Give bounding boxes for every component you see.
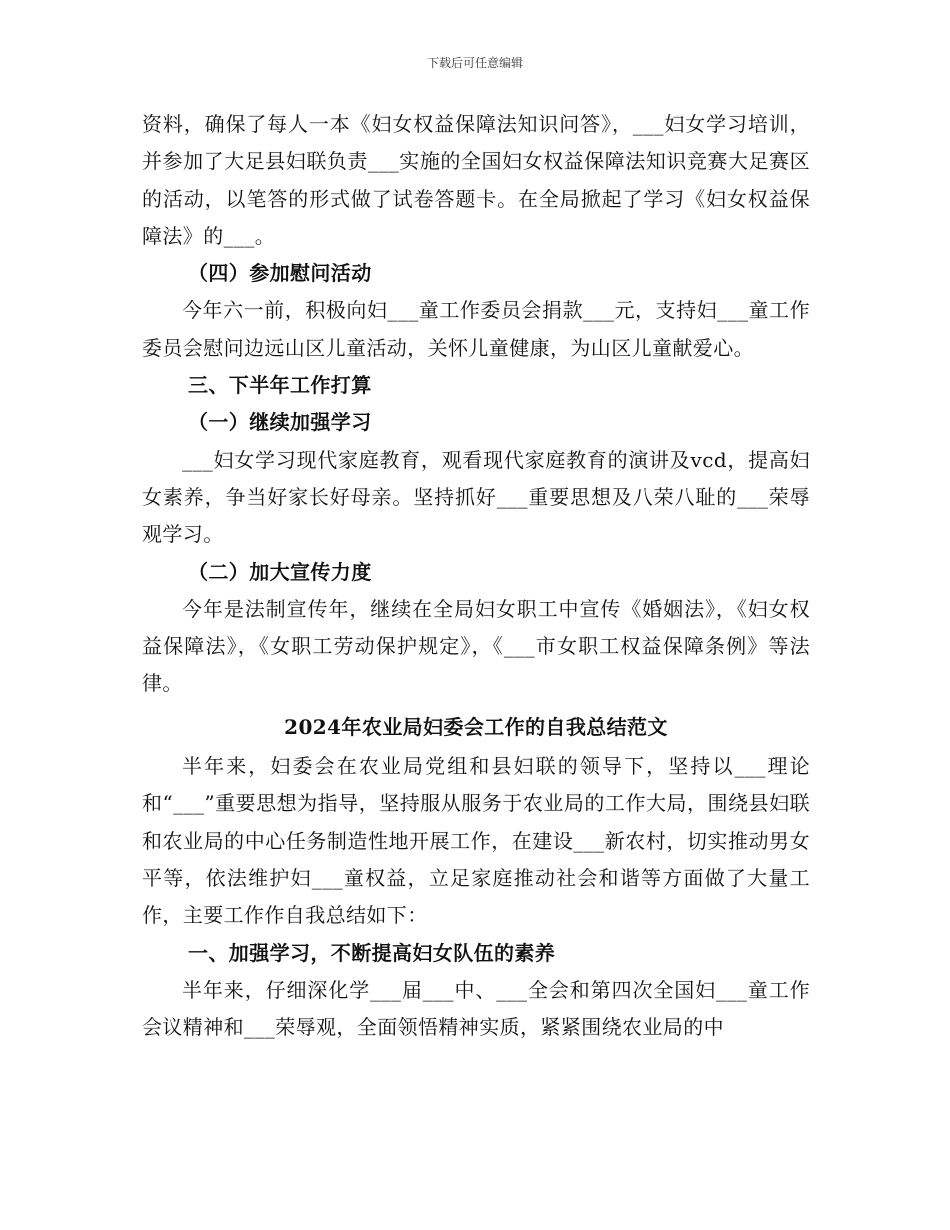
paragraph-half-year-summary: 半年来，妇委会在农业局党组和县妇联的领导下，坚持以___理论和“___”重要思想为指导，坚持服从服务于农业局的工作大局，围绕县妇联和农业局的中心任务制造性地开展工作，在建设___新农村，切实推动男女平等，依法维护妇___童权益，立足家庭推动社会和谐等方面做了大量工作，主要工作作自我总结如下： xyxy=(142,754,810,928)
heading-continue-study: （一）继续加强学习 xyxy=(188,410,372,435)
document-title: 2024年农业局妇委会工作的自我总结范文 xyxy=(284,714,668,739)
paragraph-childrens-day: 今年六一前，积极向妇___童工作委员会捐款___元，支持妇___童工作委员会慰问边远山区儿童活动，关怀儿童健康，为山区儿童献爱心。 xyxy=(142,298,810,360)
paragraph-materials: 资料，确保了每人一本《妇女权益保障法知识问答》，___妇女学习培训，并参加了大足县妇联负责___实施的全国妇女权益保障法知识竞赛大足赛区的活动，以笔答的形式做了试卷答题卡。在全局掀起了学习《妇女权益保障法》的___。 xyxy=(142,112,810,248)
paragraph-law-publicity: 今年是法制宣传年，继续在全局妇女职工中宣传《婚姻法》，《妇女权益保障法》，《女职工劳动保护规定》，《___市女职工权益保障条例》等法律。 xyxy=(142,596,810,696)
heading-strengthen-study: 一、加强学习，不断提高妇女队伍的素养 xyxy=(188,940,556,965)
page-header: 下载后可任意编辑 xyxy=(426,56,523,70)
paragraph-study-spirit: 半年来，仔细深化学___届___中、___全会和第四次全国妇___童工作会议精神和___荣辱观，全面领悟精神实质，紧紧围绕农业局的中 xyxy=(142,977,810,1040)
heading-publicity: （二）加大宣传力度 xyxy=(188,559,372,584)
document-body xyxy=(142,106,810,1046)
heading-second-half-plan: 三、下半年工作打算 xyxy=(188,373,372,398)
heading-visit-activity: （四）参加慰问活动 xyxy=(188,261,372,286)
paragraph-family-education: ___妇女学习现代家庭教育，观看现代家庭教育的演讲及vcd，提高妇女素养，争当好家长好母亲。坚持抓好___重要思想及八荣八耻的___荣辱观学习。 xyxy=(142,447,810,547)
